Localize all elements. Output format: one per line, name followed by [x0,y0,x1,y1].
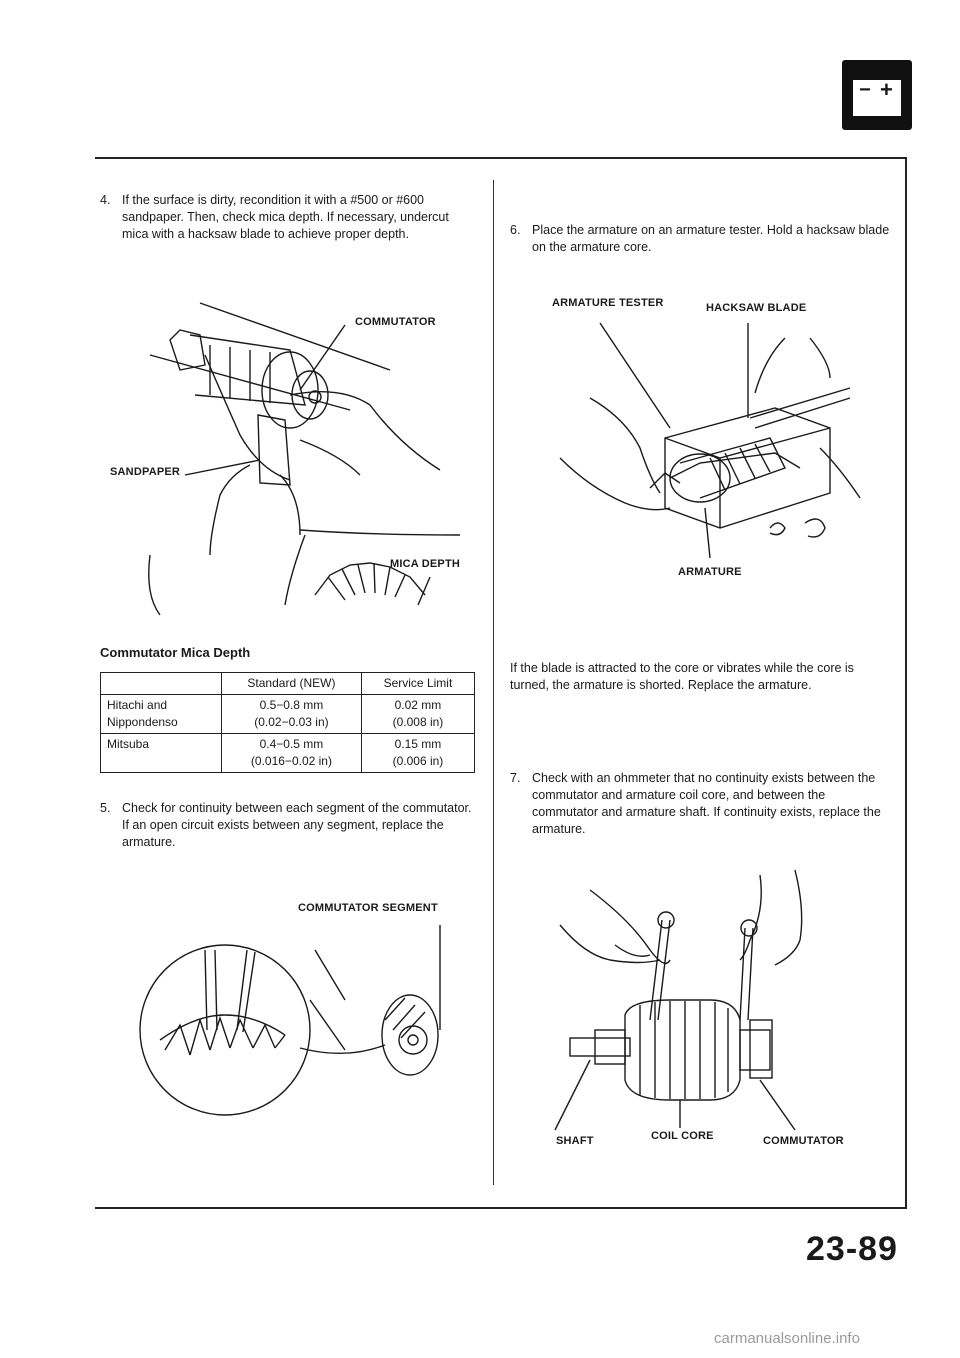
shaft-label: SHAFT [556,1135,594,1147]
table-header-row [101,673,475,695]
armature-label: ARMATURE [678,566,742,578]
page-number: 23-89 [806,1230,898,1268]
armature-tester-figure [530,318,880,558]
battery-plus: + [880,77,893,102]
armature-tester-label: ARMATURE TESTER [552,297,664,309]
commutator-label-2: COMMUTATOR [763,1135,844,1147]
ohmmeter-continuity-figure [550,860,880,1130]
column-divider [493,180,494,1185]
mica-depth-table [100,672,475,773]
coil-core-label: COIL CORE [651,1130,714,1142]
watermark-footer: carmanualsonline.info [714,1330,860,1347]
table-title: Commutator Mica Depth [100,645,251,660]
step-7: 7. Check with an ohmmeter that no continuity exists between the commutator and armature coil core, and between the commutator and armature shaft. If continuity exists, replace the armature. [510,771,881,836]
step-5: 5. Check for continuity between each segment of the commutator. If an open circuit exists between any segment, replace the armature. [100,801,472,849]
header-standard: Standard (NEW) [222,673,362,695]
header-service-limit: Service Limit [361,673,474,695]
table-row [101,734,475,773]
mica-depth-label: MICA DEPTH [390,558,461,570]
row-limit: 0.02 mm (0.008 in) [361,695,474,734]
hacksaw-blade-label: HACKSAW BLADE [706,302,807,314]
blade-note: If the blade is attracted to the core or vibrates while the core is turned, the armature is shorted. Replace the armature. [510,661,854,692]
row-standard: 0.5−0.8 mm (0.02−0.03 in) [222,695,362,734]
commutator-segment-figure [135,920,465,1120]
table-row [101,695,475,734]
step-6: 6. Place the armature on an armature tester. Hold a hacksaw blade on the armature core. [510,223,890,254]
bottom-rule [95,1207,907,1209]
commutator-sandpaper-figure [110,295,480,635]
commutator-label: COMMUTATOR [355,316,436,328]
right-rule [905,157,907,1209]
top-rule [95,157,907,159]
row-name: Mitsuba [101,734,222,773]
sandpaper-label: SANDPAPER [110,466,181,478]
header-blank [101,673,222,695]
battery-minus: − [859,79,871,101]
row-name: Hitachi and Nippondenso [101,695,222,734]
battery-icon [842,60,912,130]
row-standard: 0.4−0.5 mm (0.016−0.02 in) [222,734,362,773]
commutator-segment-label: COMMUTATOR SEGMENT [298,902,438,914]
row-limit: 0.15 mm (0.006 in) [361,734,474,773]
step-4: 4. If the surface is dirty, recondition it with a #500 or #600 sandpaper. Then, check mica depth. If necessary, undercut mica with a hacksaw blade to achieve proper depth. [100,193,449,241]
